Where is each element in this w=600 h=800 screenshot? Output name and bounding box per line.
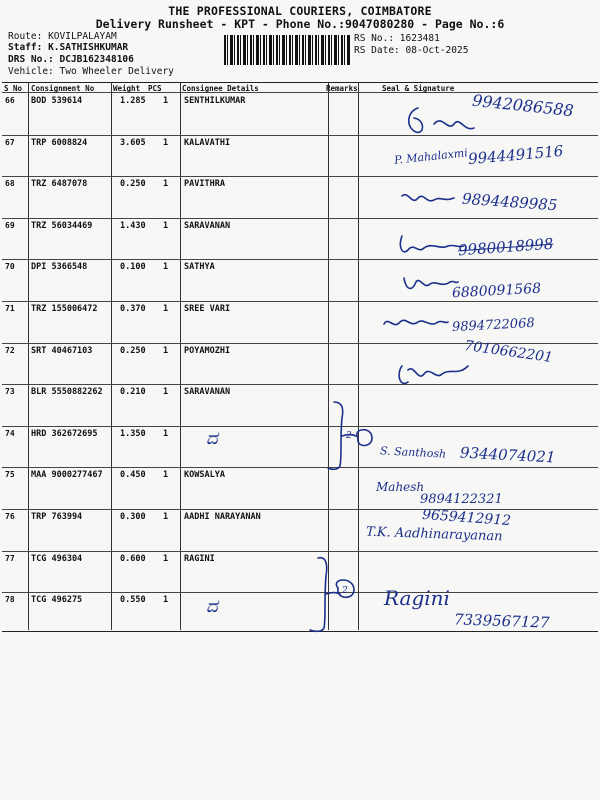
cell-sno: 71 — [5, 304, 15, 313]
remark-count: 2 — [342, 586, 348, 596]
cell-sno: 78 — [5, 595, 15, 605]
cell-weight: 1.430 — [120, 220, 146, 231]
staff-label: Staff: — [8, 42, 43, 53]
cell-pcs: 1 — [163, 220, 169, 231]
cell-consignee: RAGINI — [184, 553, 215, 564]
handwritten-phone: 9894122321 — [420, 492, 503, 507]
col-divider — [28, 82, 29, 630]
rs-date-line — [354, 45, 468, 56]
vehicle-label: Vehicle: — [8, 66, 54, 77]
col-divider — [111, 82, 112, 630]
cell-consignment: BOD 539614 — [31, 96, 83, 106]
vehicle-line — [8, 66, 174, 77]
rs-date-value: 08-Oct-2025 — [405, 45, 469, 56]
cell-consignment: TRZ 155006472 — [31, 304, 98, 314]
rs-no-label: RS No.: — [354, 33, 395, 44]
vehicle-value: Two Wheeler Delivery — [59, 66, 174, 77]
signature-scribble — [400, 272, 460, 296]
row-divider — [2, 135, 598, 136]
cell-consignee: PAVITHRA — [184, 179, 225, 190]
cell-consignee: KALAVATHI — [184, 137, 231, 148]
handwritten-phone: 9894722068 — [451, 315, 536, 336]
cell-weight: 0.300 — [120, 512, 146, 522]
handwritten-signature: Mahesh — [376, 480, 425, 494]
cell-pcs: 1 — [163, 512, 169, 522]
row-divider — [2, 176, 598, 177]
cell-sno: 73 — [5, 387, 15, 397]
cell-consignment: TRP 6008824 — [31, 137, 88, 148]
cell-consignment: BLR 5550882262 — [31, 387, 103, 398]
row-divider — [2, 259, 598, 260]
signature-scribble — [404, 102, 484, 142]
cell-pcs: 1 — [163, 304, 169, 314]
cell-sno: 74 — [5, 428, 15, 438]
handwritten-mark: ದ — [206, 428, 218, 449]
signature-scribble — [398, 188, 458, 212]
cell-weight: 0.250 — [120, 179, 146, 190]
cell-consignee: SREE VARI — [184, 304, 231, 314]
handwritten-phone: 9894489985 — [461, 189, 558, 215]
cell-weight: 0.600 — [120, 553, 146, 564]
handwritten-mark: ದ — [206, 596, 218, 617]
cell-consignee: POYAMOZHI — [184, 345, 231, 356]
cell-consignee: SATHYA — [184, 262, 215, 273]
cell-weight: 0.250 — [120, 345, 146, 356]
handwritten-signature: Ragini — [384, 586, 450, 610]
cell-consignee: AADHI NARAYANAN — [184, 512, 261, 522]
cell-weight: 3.605 — [120, 137, 146, 148]
route-label: Route: — [8, 31, 43, 42]
row-divider — [2, 509, 598, 510]
drs-label: DRS No.: — [8, 54, 54, 65]
cell-pcs: 1 — [163, 387, 169, 398]
cell-consignee: KOWSALYA — [184, 470, 225, 481]
cell-weight: 0.370 — [120, 304, 146, 314]
handwritten-phone: 9942086588 — [471, 90, 575, 121]
remark-bracket — [300, 552, 362, 636]
cell-weight: 1.285 — [120, 96, 146, 106]
cell-pcs: 1 — [163, 470, 169, 481]
cell-consignment: HRD 362672695 — [31, 428, 98, 439]
cell-consignment: TRZ 6487078 — [31, 179, 88, 190]
cell-pcs: 1 — [163, 137, 169, 148]
cell-consignee: SENTHILKUMAR — [184, 96, 246, 106]
handwritten-phone: 9659412912 — [421, 506, 512, 530]
handwritten-phone: 9980018998 — [457, 234, 554, 260]
cell-pcs: 1 — [163, 345, 169, 356]
row-divider — [2, 384, 598, 385]
cell-consignment: SRT 40467103 — [31, 345, 93, 356]
cell-consignment: MAA 9000277467 — [31, 470, 103, 481]
cell-pcs: 1 — [163, 595, 169, 606]
cell-pcs: 1 — [163, 428, 169, 439]
remark-count: 2 — [346, 431, 352, 441]
cell-pcs: 1 — [163, 179, 169, 190]
cell-sno: 70 — [5, 262, 15, 272]
cell-pcs: 1 — [163, 553, 169, 564]
cell-consignment: DPI 5366548 — [31, 262, 88, 273]
row-divider — [2, 467, 598, 468]
drs-line — [8, 54, 134, 65]
cell-sno: 68 — [5, 179, 15, 189]
rs-date-label: RS Date: — [354, 45, 400, 56]
staff-line — [8, 42, 128, 53]
cell-weight: 1.350 — [120, 428, 146, 439]
cell-weight: 0.210 — [120, 387, 146, 398]
handwritten-signature: T.K. Aadhinarayanan — [365, 524, 503, 545]
cell-consignee: SARAVANAN — [184, 387, 231, 398]
cell-consignee: SARAVANAN — [184, 220, 231, 231]
cell-sno: 66 — [5, 96, 15, 105]
runsheet-title: Delivery Runsheet - KPT - Phone No.:9047080280 - Page No.:6 — [95, 17, 505, 31]
cell-consignment: TRP 763994 — [31, 512, 83, 522]
rs-no-value: 1623481 — [399, 33, 440, 44]
col-header-consignee: Consignee Details — [182, 84, 259, 93]
col-header-consignment: Consignment No — [31, 84, 95, 93]
cell-weight: 0.550 — [120, 595, 146, 606]
handwritten-phone: 6880091568 — [451, 280, 542, 302]
route-value: KOVILPALAYAM — [48, 31, 117, 42]
cell-consignment: TCG 496304 — [31, 553, 83, 564]
col-header-weight: Weight — [113, 84, 141, 93]
col-divider — [328, 82, 329, 630]
rs-no-line — [354, 33, 440, 44]
col-header-remarks: Remarks — [326, 84, 358, 93]
cell-consignment: TRZ 56034469 — [31, 220, 93, 231]
cell-weight: 0.450 — [120, 470, 146, 481]
cell-sno: 75 — [5, 470, 15, 480]
col-divider — [180, 82, 181, 630]
signature-scribble — [380, 314, 450, 336]
barcode-image — [224, 35, 350, 65]
col-header-pcs: PCS — [148, 84, 162, 93]
route-line — [8, 31, 117, 42]
handwritten-signature: S. Santhosh — [379, 444, 447, 461]
cell-pcs: 1 — [163, 262, 169, 273]
row-divider — [2, 426, 598, 427]
cell-pcs: 1 — [163, 96, 169, 106]
row-divider — [2, 218, 598, 219]
drs-value: DCJB162348106 — [59, 54, 134, 65]
cell-sno: 76 — [5, 512, 15, 521]
cell-sno: 72 — [5, 345, 15, 355]
handwritten-signature: P. Mahalaxmi — [393, 146, 469, 167]
cell-sno: 69 — [5, 220, 15, 230]
handwritten-phone: 9344074021 — [459, 443, 556, 467]
cell-sno: 77 — [5, 553, 15, 563]
cell-consignment: TCG 496275 — [31, 595, 83, 606]
row-divider — [2, 301, 598, 302]
handwritten-phone: 7339567127 — [453, 610, 550, 632]
col-header-seal: Seal & Signature — [382, 84, 455, 93]
col-divider — [358, 82, 359, 630]
handwritten-phone: 9944491516 — [467, 141, 565, 169]
col-header-sno: S No — [4, 84, 23, 93]
cell-weight: 0.100 — [120, 262, 146, 273]
staff-value: K.SATHISHKUMAR — [48, 42, 129, 53]
cell-sno: 67 — [5, 137, 15, 147]
handwritten-phone: 7010662201 — [463, 337, 554, 367]
signature-scribble — [394, 360, 470, 390]
signature-scribble — [396, 232, 466, 260]
company-title: THE PROFESSIONAL COURIERS, COIMBATORE — [168, 4, 432, 18]
